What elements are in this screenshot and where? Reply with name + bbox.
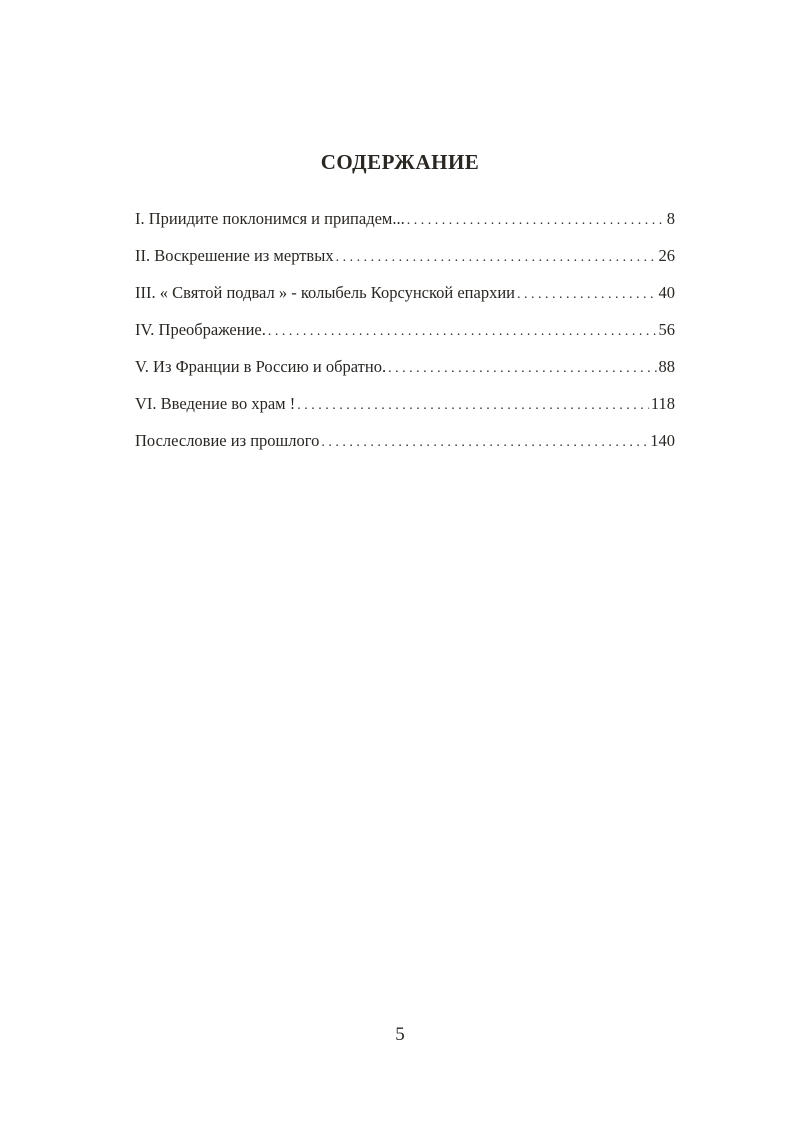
toc-entry-title: V. Из Франции в Россию и обратно.	[135, 357, 387, 376]
toc-dot-leader	[388, 361, 656, 377]
toc-entry-page: 140	[650, 431, 675, 450]
toc-entry-title: II. Воскрешение из мертвых	[135, 246, 334, 265]
page-number: 5	[395, 1024, 405, 1045]
toc-entry	[135, 320, 675, 357]
toc-entry-page: 26	[658, 246, 675, 265]
toc-entry-title: III. « Святой подвал » - колыбель Корсунской епархии	[135, 283, 515, 302]
toc-entry	[135, 246, 675, 283]
table-of-contents	[135, 209, 675, 468]
toc-dot-leader	[321, 435, 648, 451]
toc-entry-page: 40	[658, 283, 675, 302]
toc-entry	[135, 357, 675, 394]
toc-entry-page: 88	[658, 357, 675, 376]
page-title: СОДЕРЖАНИЕ	[320, 150, 480, 174]
toc-entry	[135, 394, 675, 431]
toc-dot-leader	[297, 398, 649, 414]
toc-entry-title: IV. Преображение.	[135, 320, 266, 339]
toc-entry-page: 118	[650, 394, 675, 413]
toc-entry-page: 56	[658, 320, 675, 339]
toc-dot-leader	[517, 287, 657, 303]
toc-entry	[135, 209, 675, 246]
toc-entry-title: VI. Введение во храм !	[135, 394, 296, 413]
toc-dot-leader	[407, 213, 665, 229]
toc-entry	[135, 431, 675, 468]
toc-entry-title: Послесловие из прошлого	[135, 431, 320, 450]
toc-entry-title: I. Приидите поклонимся и припадем...	[135, 209, 405, 228]
toc-entry	[135, 283, 675, 320]
toc-dot-leader	[336, 250, 657, 266]
toc-dot-leader	[268, 324, 657, 340]
toc-entry-page: 8	[666, 209, 675, 228]
